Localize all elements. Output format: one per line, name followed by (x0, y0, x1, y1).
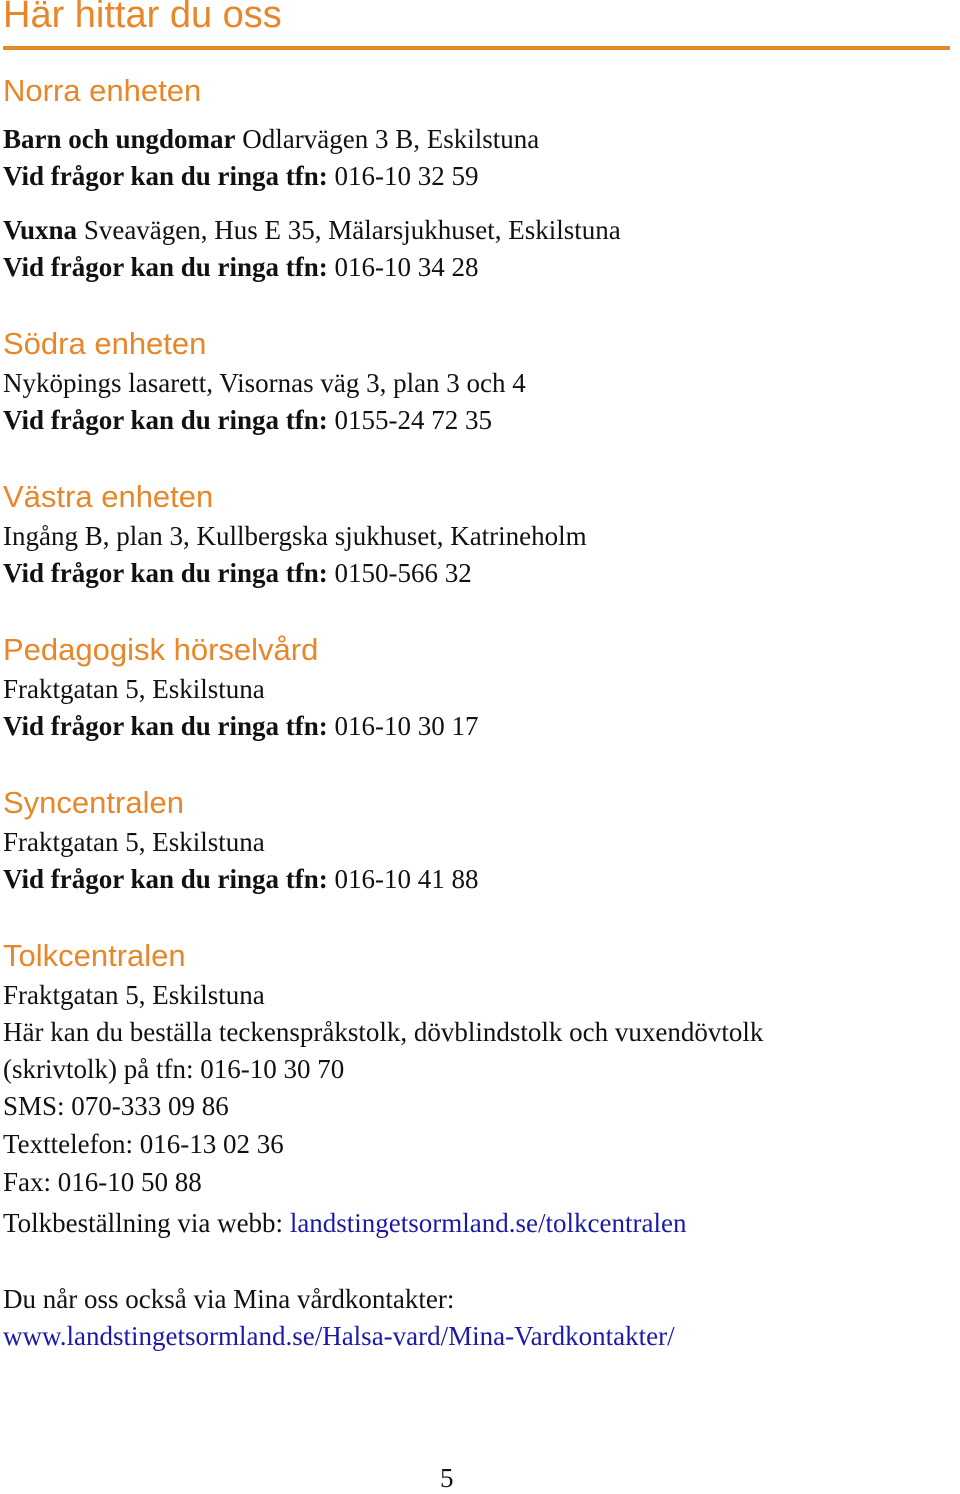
tolkcentralen-texttelefon: Texttelefon: 016-13 02 36 (3, 1129, 284, 1159)
sodra-phone-line (3, 404, 492, 436)
norra-barn-phone-line (3, 160, 479, 192)
norra-vuxna-line (3, 214, 621, 246)
pedagogisk-phone: 016-10 30 17 (327, 711, 479, 741)
heading-vastra-enheten: Västra enheten (3, 479, 214, 514)
tolkcentralen-address: Fraktgatan 5, Eskilstuna (3, 980, 265, 1010)
norra-barn-label: Barn och ungdomar (3, 124, 236, 154)
tolkcentralen-web-link[interactable]: landstingetsormland.se/tolkcentralen (289, 1208, 687, 1238)
tolkcentralen-fax: Fax: 016-10 50 88 (3, 1167, 202, 1197)
norra-barn-phone-label: Vid frågor kan du ringa tfn: (3, 161, 328, 191)
pedagogisk-phone-line (3, 710, 479, 742)
norra-vuxna-address: Sveavägen, Hus E 35, Mälarsjukhuset, Eskilstuna (77, 215, 621, 245)
sodra-phone: 0155-24 72 35 (327, 405, 493, 435)
pedagogisk-address: Fraktgatan 5, Eskilstuna (3, 674, 265, 704)
norra-vuxna-phone-label: Vid frågor kan du ringa tfn: (3, 252, 328, 282)
heading-syncentralen: Syncentralen (3, 785, 184, 820)
tolkcentralen-info-line2: (skrivtolk) på tfn: 016-10 30 70 (3, 1054, 345, 1084)
heading-pedagogisk-horselvard: Pedagogisk hörselvård (3, 632, 319, 667)
norra-vuxna-phone-line (3, 251, 479, 283)
title-divider (3, 46, 950, 50)
tolkcentralen-web-line (3, 1207, 686, 1239)
pedagogisk-phone-label: Vid frågor kan du ringa tfn: (3, 711, 328, 741)
heading-norra-enheten: Norra enheten (3, 73, 202, 108)
vastra-phone-line (3, 557, 472, 589)
syncentralen-address: Fraktgatan 5, Eskilstuna (3, 827, 265, 857)
norra-barn-address: Odlarvägen 3 B, Eskilstuna (235, 124, 540, 154)
mina-vardkontakter-link[interactable]: www.landstingetsormland.se/Halsa-vard/Mina-Vardkontakter/ (3, 1321, 675, 1351)
vastra-phone: 0150-566 32 (327, 558, 472, 588)
heading-sodra-enheten: Södra enheten (3, 326, 207, 361)
tolkcentralen-sms: SMS: 070-333 09 86 (3, 1091, 229, 1121)
vastra-address: Ingång B, plan 3, Kullbergska sjukhuset, Katrineholm (3, 521, 587, 551)
norra-barn-phone: 016-10 32 59 (327, 161, 479, 191)
heading-tolkcentralen: Tolkcentralen (3, 938, 186, 973)
sodra-address: Nyköpings lasarett, Visornas väg 3, plan 3 och 4 (3, 368, 526, 398)
tolkcentralen-web-label: Tolkbeställning via webb: (3, 1208, 290, 1238)
norra-vuxna-label: Vuxna (3, 215, 78, 245)
sodra-phone-label: Vid frågor kan du ringa tfn: (3, 405, 328, 435)
syncentralen-phone-label: Vid frågor kan du ringa tfn: (3, 864, 328, 894)
page-number: 5 (440, 1463, 454, 1493)
syncentralen-phone-line (3, 863, 479, 895)
norra-vuxna-phone: 016-10 34 28 (327, 252, 479, 282)
page-title: Här hittar du oss (3, 0, 282, 36)
vastra-phone-label: Vid frågor kan du ringa tfn: (3, 558, 328, 588)
tolkcentralen-info-line1: Här kan du beställa teckenspråkstolk, dövblindstolk och vuxendövtolk (3, 1017, 764, 1047)
norra-barn-line (3, 123, 539, 155)
syncentralen-phone: 016-10 41 88 (327, 864, 479, 894)
mina-vardkontakter-text: Du når oss också via Mina vårdkontakter: (3, 1284, 455, 1314)
